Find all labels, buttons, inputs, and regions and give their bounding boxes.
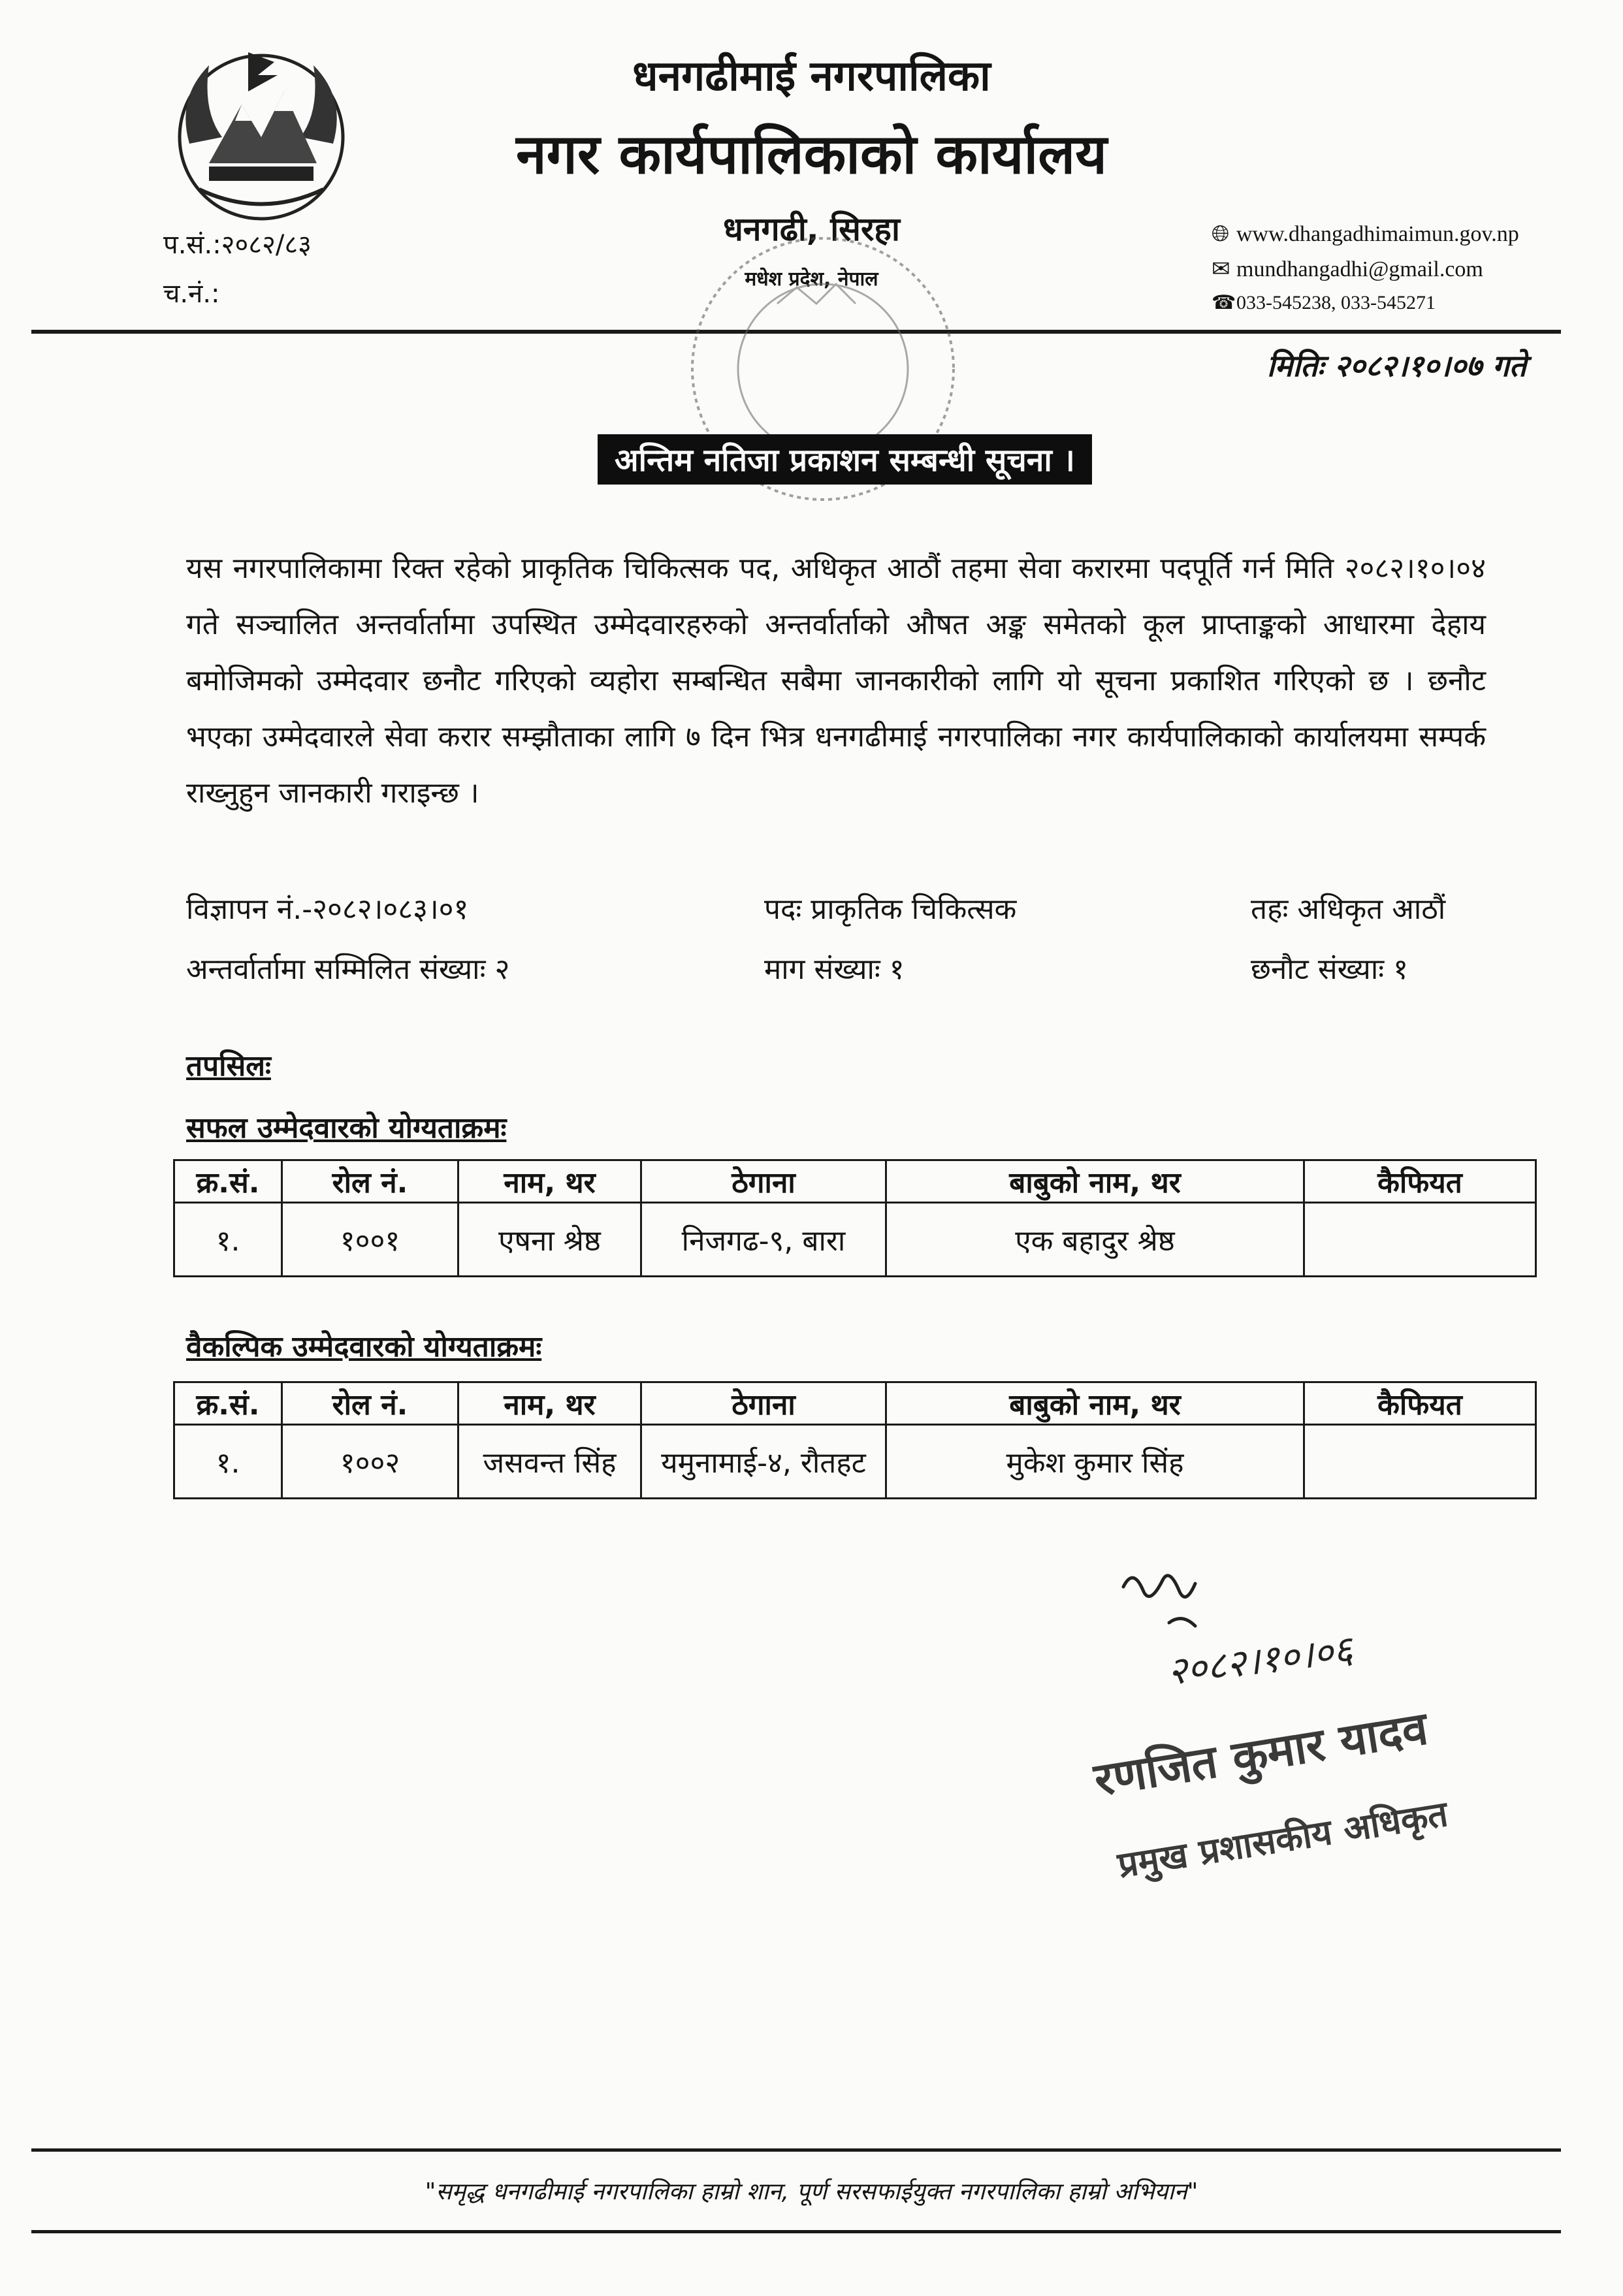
- alternate-candidates-table: [173, 1381, 1537, 1499]
- alternate-candidates-heading: वैकल्पिक उम्मेदवारको योग्यताक्रमः: [186, 1330, 542, 1363]
- officer-designation-stamp: प्रमुख प्रशासकीय अधिकृत: [1115, 1793, 1451, 1886]
- col-roll: रोल नं.: [282, 1382, 458, 1425]
- officer-name-stamp: रणजित कुमार यादव: [1090, 1701, 1432, 1807]
- phone-text: 033-545238, 033-545271: [1236, 292, 1436, 313]
- cell-father-name: मुकेश कुमार सिंह: [886, 1425, 1304, 1499]
- office-location: धनगढी, सिरहा: [723, 210, 900, 248]
- cell-remarks: [1304, 1203, 1536, 1277]
- table-row: [174, 1425, 1536, 1499]
- successful-candidates-heading: सफल उम्मेदवारको योग्यताक्रमः: [186, 1111, 507, 1145]
- post-level: तहः अधिकृत आठौं: [1251, 893, 1446, 926]
- post-name: पदः प्राकृतिक चिकित्सक: [764, 893, 1017, 926]
- cell-name: जसवन्त सिंह: [458, 1425, 641, 1499]
- cell-address: यमुनामाई-४, रौतहट: [641, 1425, 886, 1499]
- cell-address: निजगढ-९, बारा: [641, 1203, 886, 1277]
- col-father-name: बाबुको नाम, थर: [886, 1160, 1304, 1203]
- contact-email[interactable]: [1212, 256, 1483, 282]
- organization-name: धनगढीमाई नगरपालिका: [632, 52, 991, 101]
- website-text[interactable]: www.dhangadhimaimun.gov.np: [1236, 222, 1519, 246]
- successful-candidates-table: [173, 1159, 1537, 1277]
- notice-date: मितिः २०८२।१०।०७ गते: [1266, 348, 1526, 383]
- table-header-row: [174, 1382, 1536, 1425]
- col-father-name: बाबुको नाम, थर: [886, 1382, 1304, 1425]
- col-serial: क्र.सं.: [174, 1160, 282, 1203]
- col-address: ठेगाना: [641, 1160, 886, 1203]
- col-roll: रोल नं.: [282, 1160, 458, 1203]
- contact-phone: [1212, 291, 1436, 314]
- cell-remarks: [1304, 1425, 1536, 1499]
- col-remarks: कैफियत: [1304, 1160, 1536, 1203]
- cell-father-name: एक बहादुर श्रेष्ठ: [886, 1203, 1304, 1277]
- signature-date: २०८२।१०।०६: [1165, 1627, 1355, 1694]
- handwritten-signature: [1123, 1576, 1195, 1626]
- interview-count: अन्तर्वार्तामा सम्मिलित संख्याः २: [186, 953, 510, 986]
- col-serial: क्र.सं.: [174, 1382, 282, 1425]
- notice-body: यस नगरपालिकामा रिक्त रहेको प्राकृतिक चिकित्सक पद, अधिकृत आठौं तहमा सेवा करारमा पदपूर्ति गर्न मिति २०८२।१०।०४ गते सञ्चालित अन्तर्वार्तामा उपस्थित उम्मेदवारहरुको अन्तर्वार्ताको औषत अङ्क समेतको कूल प्राप्ताङ्कको आधारमा देहाय बमोजिमको उम्मेदवार छनौट गरिएको व्यहोरा सम्बन्धित सबैमा जानकारीको लागि यो सूचना प्रकाशित गरिएको छ । छनौट भएका उम्मेदवारले सेवा करार सम्झौताका लागि ७ दिन भित्र धनगढीमाई नगरपालिका नगर कार्यपालिकाको कार्यालयमा सम्पर्क राख्नुहुन जानकारी गराइन्छ ।: [186, 552, 1486, 810]
- notice-title: अन्तिम नतिजा प्रकाशन सम्बन्धी सूचना ।: [598, 434, 1092, 485]
- col-name: नाम, थर: [458, 1382, 641, 1425]
- col-remarks: कैफियत: [1304, 1382, 1536, 1425]
- cell-roll: १००२: [282, 1425, 458, 1499]
- footer-divider-bottom: [31, 2230, 1561, 2233]
- phone-icon: ☎: [1212, 291, 1236, 314]
- col-address: ठेगाना: [641, 1382, 886, 1425]
- footer-slogan: "समृद्ध धनगढीमाई नगरपालिका हाम्रो शान, पूर्ण सरसफाईयुक्त नगरपालिका हाम्रो अभियान": [425, 2178, 1198, 2205]
- email-icon: ✉: [1212, 256, 1230, 282]
- office-name: नगर कार्यपालिकाको कार्यालय: [516, 122, 1107, 186]
- dispatch-number: च.नं.:: [163, 279, 220, 309]
- footer-divider-top: [31, 2148, 1561, 2152]
- table-header-row: [174, 1160, 1536, 1203]
- province-name: मधेश प्रदेश, नेपाल: [745, 268, 878, 291]
- globe-icon: 🌐︎: [1212, 221, 1230, 247]
- email-text[interactable]: mundhangadhi@gmail.com: [1236, 257, 1483, 281]
- selected-count: छनौट संख्याः १: [1251, 953, 1408, 986]
- cell-roll: १००१: [282, 1203, 458, 1277]
- advertisement-number: विज्ञापन नं.-२०८२।०८३।०१: [186, 893, 469, 926]
- contact-website[interactable]: [1212, 221, 1519, 247]
- details-heading: तपसिलः: [186, 1049, 271, 1083]
- demand-count: माग संख्याः १: [764, 953, 905, 986]
- table-row: [174, 1203, 1536, 1277]
- cell-name: एषना श्रेष्ठ: [458, 1203, 641, 1277]
- col-name: नाम, थर: [458, 1160, 641, 1203]
- cell-serial: १.: [174, 1203, 282, 1277]
- signature-block: [1071, 1561, 1489, 1933]
- reference-number: प.सं.:२०८२/८३: [163, 230, 312, 260]
- cell-serial: १.: [174, 1425, 282, 1499]
